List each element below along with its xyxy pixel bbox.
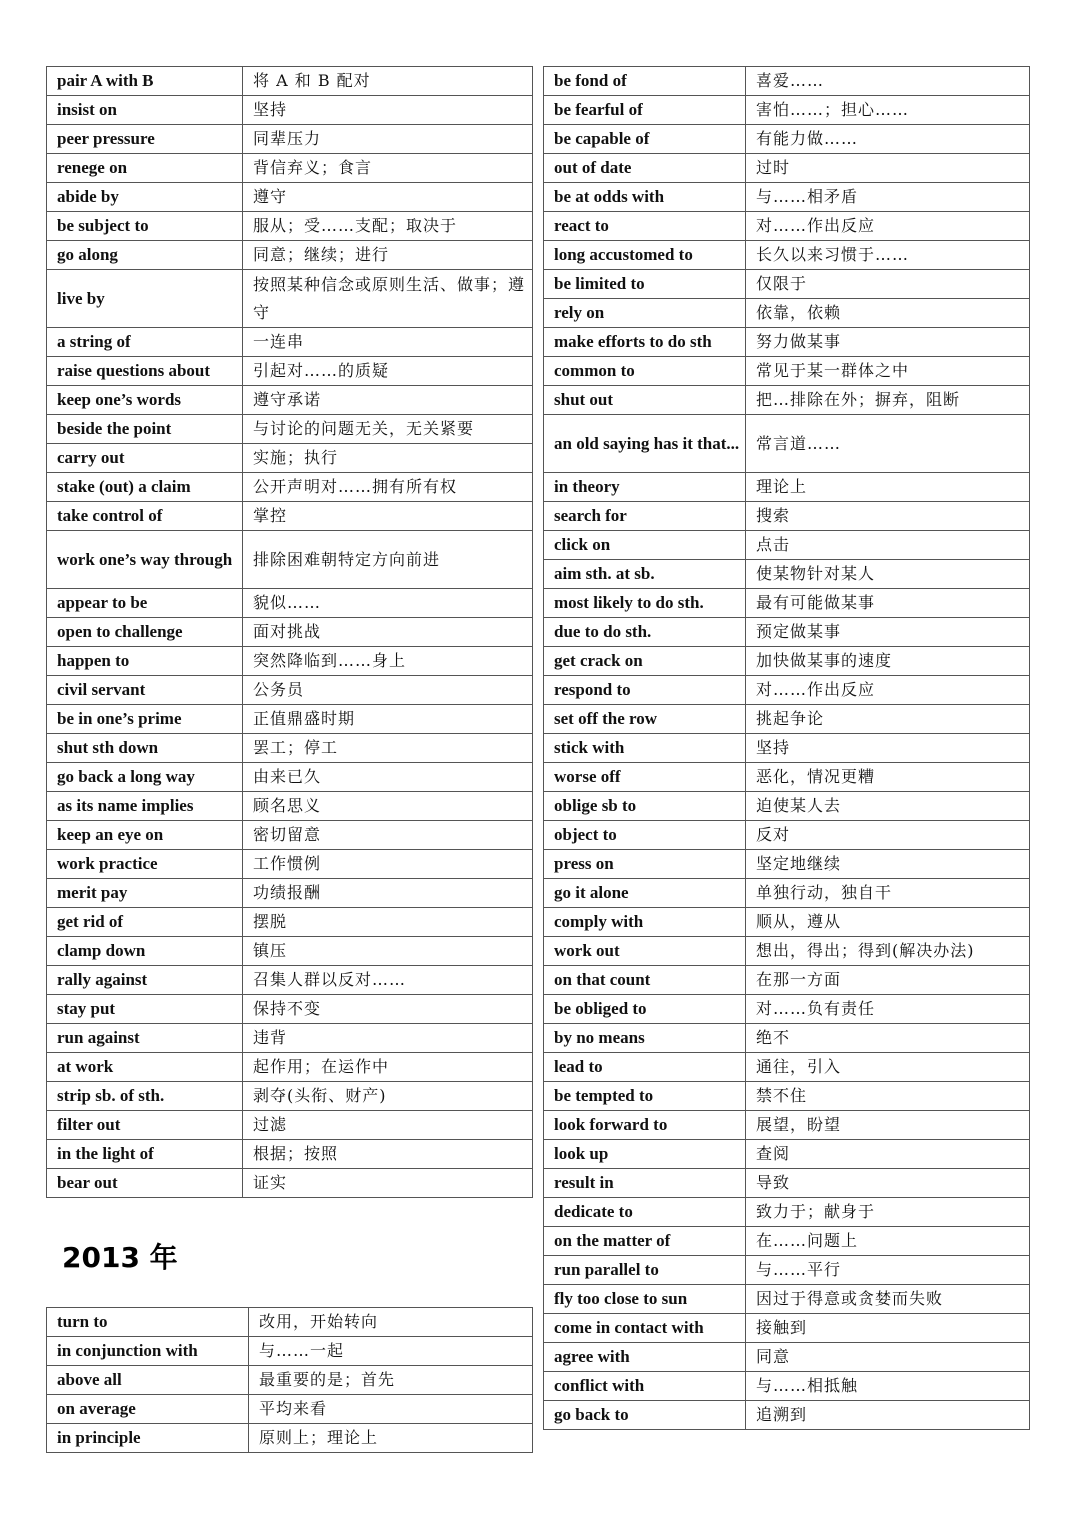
table-row xyxy=(47,1169,533,1198)
phrase-english: fly too close to sun xyxy=(544,1285,746,1314)
table-row xyxy=(544,270,1030,299)
table-row xyxy=(544,357,1030,386)
table-row xyxy=(47,589,533,618)
phrase-chinese: 保持不变 xyxy=(243,995,533,1024)
table-row xyxy=(544,96,1030,125)
phrase-english: work practice xyxy=(47,850,243,879)
table-row xyxy=(544,966,1030,995)
phrase-chinese: 工作惯例 xyxy=(243,850,533,879)
phrase-chinese: 排除困难朝特定方向前进 xyxy=(243,531,533,589)
table-row xyxy=(544,879,1030,908)
phrase-chinese: 掌控 xyxy=(243,502,533,531)
phrase-english: look forward to xyxy=(544,1111,746,1140)
phrase-english: most likely to do sth. xyxy=(544,589,746,618)
table-row xyxy=(544,937,1030,966)
table-row xyxy=(47,473,533,502)
table-row xyxy=(47,1395,533,1424)
table-row xyxy=(544,1111,1030,1140)
phrase-english: stay put xyxy=(47,995,243,1024)
phrase-english: be tempted to xyxy=(544,1082,746,1111)
phrase-english: lead to xyxy=(544,1053,746,1082)
table-row xyxy=(47,1424,533,1453)
phrase-english: be fearful of xyxy=(544,96,746,125)
phrase-english: clamp down xyxy=(47,937,243,966)
phrase-english: common to xyxy=(544,357,746,386)
table-row xyxy=(47,357,533,386)
phrase-english: rely on xyxy=(544,299,746,328)
table-row xyxy=(544,1256,1030,1285)
phrase-english: above all xyxy=(47,1366,249,1395)
phrase-english: appear to be xyxy=(47,589,243,618)
phrase-chinese: 过滤 xyxy=(243,1111,533,1140)
table-row xyxy=(544,908,1030,937)
phrase-english: be at odds with xyxy=(544,183,746,212)
phrase-chinese: 背信弃义；食言 xyxy=(243,154,533,183)
table-row xyxy=(47,1024,533,1053)
table-row xyxy=(47,444,533,473)
phrase-chinese: 功绩报酬 xyxy=(243,879,533,908)
phrase-chinese: 害怕……；担心…… xyxy=(746,96,1030,125)
phrase-english: stick with xyxy=(544,734,746,763)
phrase-chinese: 追溯到 xyxy=(746,1401,1030,1430)
phrase-chinese: 改用，开始转向 xyxy=(249,1308,533,1337)
phrase-english: go along xyxy=(47,241,243,270)
phrase-chinese: 常言道…… xyxy=(746,415,1030,473)
phrase-english: rally against xyxy=(47,966,243,995)
table-row xyxy=(47,1140,533,1169)
phrase-chinese: 密切留意 xyxy=(243,821,533,850)
phrase-chinese: 根据；按照 xyxy=(243,1140,533,1169)
phrase-chinese: 接触到 xyxy=(746,1314,1030,1343)
table-row xyxy=(544,241,1030,270)
table-row xyxy=(47,995,533,1024)
phrase-chinese: 镇压 xyxy=(243,937,533,966)
phrase-chinese: 点击 xyxy=(746,531,1030,560)
phrase-chinese: 与……平行 xyxy=(746,1256,1030,1285)
phrase-chinese: 把…排除在外；摒弃，阻断 xyxy=(746,386,1030,415)
table-row xyxy=(47,502,533,531)
phrase-english: stake (out) a claim xyxy=(47,473,243,502)
phrase-chinese: 绝不 xyxy=(746,1024,1030,1053)
table-row xyxy=(544,502,1030,531)
table-row xyxy=(544,125,1030,154)
table-row xyxy=(47,386,533,415)
table-row xyxy=(544,1082,1030,1111)
phrase-english: civil servant xyxy=(47,676,243,705)
phrase-chinese: 与……相抵触 xyxy=(746,1372,1030,1401)
section-heading-2013: 2013 年 xyxy=(62,1241,178,1274)
phrase-chinese: 公开声明对……拥有所有权 xyxy=(243,473,533,502)
table-row xyxy=(544,328,1030,357)
table-row xyxy=(544,995,1030,1024)
table-row xyxy=(47,1337,533,1366)
phrase-english: be obliged to xyxy=(544,995,746,1024)
table-row xyxy=(47,270,533,328)
table-row xyxy=(544,1024,1030,1053)
phrase-english: filter out xyxy=(47,1111,243,1140)
phrase-english: be subject to xyxy=(47,212,243,241)
table-row xyxy=(544,821,1030,850)
phrase-english: bear out xyxy=(47,1169,243,1198)
vocab-table-2013 xyxy=(46,1307,533,1453)
phrase-chinese: 在那一方面 xyxy=(746,966,1030,995)
table-row xyxy=(47,1111,533,1140)
phrase-english: a string of xyxy=(47,328,243,357)
phrase-english: take control of xyxy=(47,502,243,531)
phrase-english: comply with xyxy=(544,908,746,937)
phrase-chinese: 一连串 xyxy=(243,328,533,357)
table-row xyxy=(47,154,533,183)
phrase-english: on average xyxy=(47,1395,249,1424)
phrase-english: be fond of xyxy=(544,67,746,96)
phrase-chinese: 预定做某事 xyxy=(746,618,1030,647)
phrase-chinese: 努力做某事 xyxy=(746,328,1030,357)
table-row xyxy=(47,850,533,879)
phrase-english: merit pay xyxy=(47,879,243,908)
phrase-chinese: 长久以来习惯于…… xyxy=(746,241,1030,270)
table-row xyxy=(544,212,1030,241)
phrase-english: be limited to xyxy=(544,270,746,299)
phrase-english: run against xyxy=(47,1024,243,1053)
phrase-english: make efforts to do sth xyxy=(544,328,746,357)
phrase-chinese: 禁不住 xyxy=(746,1082,1030,1111)
phrase-english: work out xyxy=(544,937,746,966)
phrase-english: aim sth. at sb. xyxy=(544,560,746,589)
table-row xyxy=(47,647,533,676)
phrase-english: worse off xyxy=(544,763,746,792)
phrase-chinese: 实施；执行 xyxy=(243,444,533,473)
phrase-english: keep an eye on xyxy=(47,821,243,850)
table-row xyxy=(47,1082,533,1111)
phrase-chinese: 展望，盼望 xyxy=(746,1111,1030,1140)
table-row xyxy=(47,96,533,125)
phrase-chinese: 因过于得意或贪婪而失败 xyxy=(746,1285,1030,1314)
phrase-english: result in xyxy=(544,1169,746,1198)
phrase-english: oblige sb to xyxy=(544,792,746,821)
phrase-english: react to xyxy=(544,212,746,241)
phrase-english: in theory xyxy=(544,473,746,502)
table-row xyxy=(47,966,533,995)
phrase-chinese: 原则上；理论上 xyxy=(249,1424,533,1453)
phrase-chinese: 反对 xyxy=(746,821,1030,850)
table-row xyxy=(544,618,1030,647)
table-row xyxy=(47,1308,533,1337)
table-row xyxy=(544,531,1030,560)
phrase-chinese: 同意 xyxy=(746,1343,1030,1372)
phrase-chinese: 同辈压力 xyxy=(243,125,533,154)
table-row xyxy=(47,1366,533,1395)
phrase-chinese: 正值鼎盛时期 xyxy=(243,705,533,734)
phrase-english: raise questions about xyxy=(47,357,243,386)
table-row xyxy=(544,1227,1030,1256)
phrase-english: an old saying has it that... xyxy=(544,415,746,473)
phrase-chinese: 同意；继续；进行 xyxy=(243,241,533,270)
phrase-english: object to xyxy=(544,821,746,850)
phrase-chinese: 单独行动，独自干 xyxy=(746,879,1030,908)
table-row xyxy=(47,183,533,212)
phrase-english: long accustomed to xyxy=(544,241,746,270)
table-row xyxy=(544,763,1030,792)
phrase-chinese: 有能力做…… xyxy=(746,125,1030,154)
phrase-chinese: 坚持 xyxy=(243,96,533,125)
phrase-chinese: 常见于某一群体之中 xyxy=(746,357,1030,386)
phrase-chinese: 剥夺(头衔、财产) xyxy=(243,1082,533,1111)
phrase-english: insist on xyxy=(47,96,243,125)
phrase-chinese: 过时 xyxy=(746,154,1030,183)
phrase-chinese: 最重要的是；首先 xyxy=(249,1366,533,1395)
table-row xyxy=(47,734,533,763)
phrase-english: happen to xyxy=(47,647,243,676)
phrase-chinese: 起作用；在运作中 xyxy=(243,1053,533,1082)
phrase-chinese: 顺从，遵从 xyxy=(746,908,1030,937)
phrase-english: peer pressure xyxy=(47,125,243,154)
phrase-chinese: 仅限于 xyxy=(746,270,1030,299)
table-row xyxy=(47,618,533,647)
phrase-chinese: 突然降临到……身上 xyxy=(243,647,533,676)
phrase-chinese: 由来已久 xyxy=(243,763,533,792)
phrase-english: go it alone xyxy=(544,879,746,908)
table-row xyxy=(544,415,1030,473)
phrase-chinese: 查阅 xyxy=(746,1140,1030,1169)
phrase-english: pair A with B xyxy=(47,67,243,96)
table-row xyxy=(544,473,1030,502)
phrase-chinese: 摆脱 xyxy=(243,908,533,937)
table-row xyxy=(544,1053,1030,1082)
phrase-chinese: 与讨论的问题无关，无关紧要 xyxy=(243,415,533,444)
phrase-chinese: 顾名思义 xyxy=(243,792,533,821)
phrase-english: get crack on xyxy=(544,647,746,676)
phrase-chinese: 挑起争论 xyxy=(746,705,1030,734)
phrase-english: turn to xyxy=(47,1308,249,1337)
phrase-chinese: 召集人群以反对…… xyxy=(243,966,533,995)
table-row xyxy=(544,183,1030,212)
table-row xyxy=(47,879,533,908)
table-row xyxy=(544,705,1030,734)
phrase-chinese: 遵守 xyxy=(243,183,533,212)
phrase-chinese: 恶化，情况更糟 xyxy=(746,763,1030,792)
phrase-chinese: 违背 xyxy=(243,1024,533,1053)
phrase-english: renege on xyxy=(47,154,243,183)
phrase-english: out of date xyxy=(544,154,746,183)
phrase-chinese: 在……问题上 xyxy=(746,1227,1030,1256)
phrase-chinese: 服从；受……支配；取决于 xyxy=(243,212,533,241)
phrase-chinese: 引起对……的质疑 xyxy=(243,357,533,386)
phrase-chinese: 公务员 xyxy=(243,676,533,705)
table-row xyxy=(544,386,1030,415)
table-row xyxy=(544,1343,1030,1372)
phrase-chinese: 致力于；献身于 xyxy=(746,1198,1030,1227)
phrase-english: strip sb. of sth. xyxy=(47,1082,243,1111)
phrase-chinese: 对……作出反应 xyxy=(746,676,1030,705)
phrase-english: at work xyxy=(47,1053,243,1082)
table-row xyxy=(47,531,533,589)
phrase-chinese: 与……相矛盾 xyxy=(746,183,1030,212)
table-row xyxy=(544,67,1030,96)
vocab-table-left xyxy=(46,66,533,1198)
phrase-english: come in contact with xyxy=(544,1314,746,1343)
phrase-english: search for xyxy=(544,502,746,531)
table-row xyxy=(47,67,533,96)
phrase-english: open to challenge xyxy=(47,618,243,647)
table-row xyxy=(47,763,533,792)
phrase-english: by no means xyxy=(544,1024,746,1053)
phrase-english: be in one’s prime xyxy=(47,705,243,734)
phrase-english: live by xyxy=(47,270,243,328)
phrase-english: respond to xyxy=(544,676,746,705)
table-row xyxy=(544,734,1030,763)
phrase-english: click on xyxy=(544,531,746,560)
table-row xyxy=(47,415,533,444)
table-row xyxy=(47,125,533,154)
table-row xyxy=(544,1285,1030,1314)
table-row xyxy=(544,676,1030,705)
phrase-english: go back a long way xyxy=(47,763,243,792)
table-row xyxy=(544,647,1030,676)
table-row xyxy=(544,1372,1030,1401)
phrase-chinese: 搜索 xyxy=(746,502,1030,531)
phrase-english: on that count xyxy=(544,966,746,995)
phrase-english: due to do sth. xyxy=(544,618,746,647)
phrase-english: dedicate to xyxy=(544,1198,746,1227)
phrase-english: keep one’s words xyxy=(47,386,243,415)
phrase-english: set off the row xyxy=(544,705,746,734)
table-row xyxy=(544,792,1030,821)
table-row xyxy=(544,1198,1030,1227)
phrase-chinese: 导致 xyxy=(746,1169,1030,1198)
phrase-english: work one’s way through xyxy=(47,531,243,589)
table-row xyxy=(47,792,533,821)
phrase-chinese: 平均来看 xyxy=(249,1395,533,1424)
phrase-english: go back to xyxy=(544,1401,746,1430)
phrase-english: in conjunction with xyxy=(47,1337,249,1366)
phrase-chinese: 喜爱…… xyxy=(746,67,1030,96)
table-row xyxy=(47,821,533,850)
table-row xyxy=(47,676,533,705)
table-row xyxy=(47,908,533,937)
phrase-chinese: 坚定地继续 xyxy=(746,850,1030,879)
table-row xyxy=(544,850,1030,879)
table-row xyxy=(47,212,533,241)
phrase-english: shut out xyxy=(544,386,746,415)
table-row xyxy=(544,589,1030,618)
table-row xyxy=(544,1314,1030,1343)
table-row xyxy=(544,560,1030,589)
table-row xyxy=(47,1053,533,1082)
phrase-english: look up xyxy=(544,1140,746,1169)
phrase-chinese: 面对挑战 xyxy=(243,618,533,647)
phrase-chinese: 对……作出反应 xyxy=(746,212,1030,241)
phrase-english: agree with xyxy=(544,1343,746,1372)
table-row xyxy=(544,154,1030,183)
phrase-chinese: 使某物针对某人 xyxy=(746,560,1030,589)
phrase-english: abide by xyxy=(47,183,243,212)
phrase-english: in principle xyxy=(47,1424,249,1453)
phrase-chinese: 对……负有责任 xyxy=(746,995,1030,1024)
phrase-chinese: 通往，引入 xyxy=(746,1053,1030,1082)
table-row xyxy=(544,1401,1030,1430)
phrase-english: on the matter of xyxy=(544,1227,746,1256)
table-row xyxy=(47,241,533,270)
phrase-chinese: 加快做某事的速度 xyxy=(746,647,1030,676)
phrase-english: carry out xyxy=(47,444,243,473)
table-row xyxy=(47,705,533,734)
phrase-chinese: 坚持 xyxy=(746,734,1030,763)
phrase-english: be capable of xyxy=(544,125,746,154)
vocab-table-right xyxy=(543,66,1030,1430)
table-row xyxy=(544,1140,1030,1169)
phrase-chinese: 貌似…… xyxy=(243,589,533,618)
table-row xyxy=(47,937,533,966)
phrase-chinese: 最有可能做某事 xyxy=(746,589,1030,618)
phrase-english: run parallel to xyxy=(544,1256,746,1285)
phrase-english: conflict with xyxy=(544,1372,746,1401)
phrase-chinese: 遵守承诺 xyxy=(243,386,533,415)
table-row xyxy=(544,1169,1030,1198)
phrase-chinese: 罢工；停工 xyxy=(243,734,533,763)
phrase-chinese: 按照某种信念或原则生活、做事；遵守 xyxy=(243,270,533,328)
phrase-english: press on xyxy=(544,850,746,879)
phrase-english: get rid of xyxy=(47,908,243,937)
phrase-english: shut sth down xyxy=(47,734,243,763)
phrase-chinese: 依靠，依赖 xyxy=(746,299,1030,328)
phrase-english: beside the point xyxy=(47,415,243,444)
phrase-chinese: 想出，得出；得到(解决办法) xyxy=(746,937,1030,966)
phrase-chinese: 将 A 和 B 配对 xyxy=(243,67,533,96)
table-row xyxy=(47,328,533,357)
phrase-chinese: 迫使某人去 xyxy=(746,792,1030,821)
table-row xyxy=(544,299,1030,328)
phrase-chinese: 理论上 xyxy=(746,473,1030,502)
phrase-english: as its name implies xyxy=(47,792,243,821)
phrase-english: in the light of xyxy=(47,1140,243,1169)
phrase-chinese: 与……一起 xyxy=(249,1337,533,1366)
phrase-chinese: 证实 xyxy=(243,1169,533,1198)
